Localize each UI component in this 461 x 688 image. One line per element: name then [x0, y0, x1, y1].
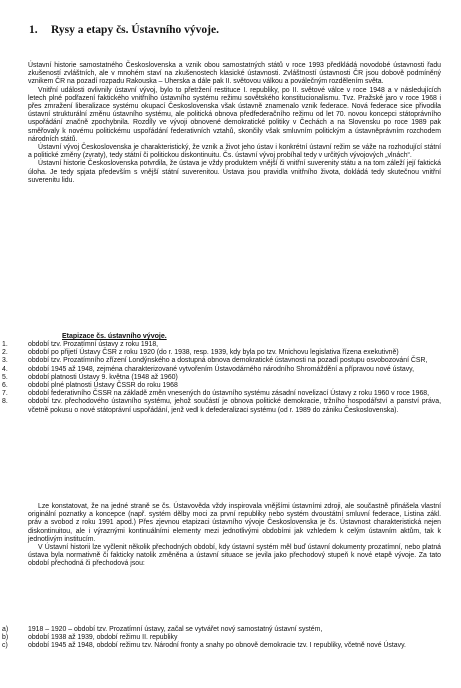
intro-paragraph-2: Vnitřní události ovlivnily ústavní vývoj, bylo to přetržení restituce I. republiky, po II. světové válce v roce 1948 a v následujících letech plné podřazení faktického vnitřního ústavního systému režimu sovětského konstitucionalismu. Tvz. Pražské jaro v roce 1968 i přes zmražení liberalizace systému okupací Československa však ústavně znamenalo vznik federace. Nová federace sice přivodila ústavní strukturální změnu ústavního systému, ale politická obnova předfederačního režimu od let 70. novou koncepci státoprávního uspořádání značně zpochybnila. Rozdíly ve vývoji obnovené demokratické politiky v Čechách a na Slovensku po roce 1989 pak směřovaly k novému politickému uspořádání federativních vztahů, skončily však smluvním politickým a ústavněprávním rozchodem národních států.: [28, 86, 441, 143]
list-item-text: období federativního ČSSR na základě změn vnesených do ústavního systému zásadní novelizací Ústavy z roku 1960 v roce 1968,: [28, 390, 430, 398]
list-marker: a): [2, 626, 9, 633]
intro-paragraph-3: Ústavní vývoj Československa je charakteristický, že vznik a život jeho ústav i konkrétní ústavní režim se váže na rozhodující státní a politické změny (zvraty), tedy státní či politickou diskontinuitu. Čs. ústavní vývoj probíhal tedy v určitých vývojových „vlnách“.: [28, 144, 441, 160]
list-marker: 7.: [2, 390, 8, 398]
list-marker: 1.: [2, 341, 8, 348]
transitional-list: [0, 626, 441, 651]
intro-paragraph-1: Ústavní historie samostatného Československa a vznik obou samostatných států v roce 1993 předkládá novodobé ústavnosti řadu zkušeností zvláštních, ale v mnohém staví na zkušenostech klasické ústavnosti. Zvláštností ústavnosti ČR jsou dobově podmíněný vznikem ČR na pozadí rozpadu Rakouska – Uherska a dále pak II. světovou válkou a poválečným rozdělením světa.: [28, 62, 441, 86]
list-item: [0, 390, 441, 398]
list-marker: 6.: [2, 382, 8, 390]
list-item-text: období tzv. přechodového ústavního systému, jehož součástí je obnova politické demokracie, tržního hospodářství a panství práva, včetně pokusu o nové státoprávní uspořádání, jenž vedl k defederalizaci systému (od r. 1989 do zániku Československa).: [28, 398, 441, 414]
list-item-text: 1918 – 1920 – období tzv. Prozatímní ústavy, začal se vytvářet nový samostatný ústavní systém,: [28, 626, 323, 633]
list-item-text: období tzv. Prozatímní ústavy z roku 1918,: [28, 341, 159, 348]
list-item: [0, 626, 441, 634]
section-heading: [29, 24, 219, 36]
periods-heading: Etapizace čs. ústavního vývoje.: [62, 333, 167, 340]
list-item: [0, 357, 441, 365]
list-item-text: období platnosti Ústavy 9. května (1948 až 1960): [28, 373, 178, 381]
list-marker: 2.: [2, 349, 8, 357]
list-marker: b): [2, 634, 9, 642]
intro-paragraph-4: Ústavní historie Československa potvrdila, že ústava je vždy produktem vnější či vnitřní suverenity státu a na tom záleží její faktická úloha. Je tedy spjata především s vnější státní suverenitou. Ústava jsou pravidla vnitřního života, dokládá tedy skutečnou vnitřní suverenitu lidu.: [28, 160, 441, 184]
list-item-text: období 1938 až 1939, období režimu II. republiky: [28, 634, 178, 642]
list-marker: 5.: [2, 373, 8, 381]
list-item-text: období po přijetí Ústavy ČSR z roku 1920 (do r. 1938, resp. 1939, kdy byla po tzv. Mnichovu legislativa řízena exekutivně): [28, 349, 399, 357]
list-item-text: období 1945 až 1948, období režimu tzv. Národní fronty a snahy po obnově demokracie tzv. I republiky, včetně nové Ústavy.: [28, 642, 406, 650]
section-number: 1.: [29, 24, 38, 36]
list-marker: 4.: [2, 365, 8, 373]
list-item-text: období 1945 až 1948, zejména charakterizované vytvořením Ústavodárného národního Shromáždění a přípravou nové ústavy,: [28, 365, 414, 373]
list-item: [0, 341, 441, 349]
list-marker: c): [2, 642, 8, 650]
periods-list: [0, 341, 441, 415]
closing-paragraph-2: V Ústavní historii lze vyčlenit několik přechodných období, kdy ústavní systém měl buď ústavní dokumenty prozatímní, nebo platná ústava byla normativně či fakticky natolik změněna a ústavní situace se jevila jako přechodový stupeň k nové etapě vývoje. Za tato období přechodná či přechodová jsou:: [28, 544, 441, 568]
section-title: Rysy a etapy čs. Ústavního vývoje.: [51, 24, 219, 36]
list-item: [0, 642, 441, 650]
list-item-text: období tzv. Prozatímního zřízení Londýnského a dostupná obnova demokratické ústavnosti na pozadí postupu osvobozování ČSR,: [28, 357, 428, 365]
list-marker: 8.: [2, 398, 8, 406]
list-item: [0, 382, 441, 390]
closing-text: [28, 503, 441, 569]
list-item: [0, 366, 441, 374]
list-item: [0, 374, 441, 382]
closing-paragraph-1: Lze konstatovat, že na jedné straně se čs. Ústavověda vždy inspirovala vnějšími ústavními zdroji, ale součastně přinášela vlastní originální poznatky a koncepce (např. systém dělby moci za první republiky nebo systém dvoustátní smluvní federace, Listina zákl. práv a svobod z roku 1991 apod.) Přes zjevnou etapizaci ústavního vývoje Československa je čs. Ústavnost charakteristická nejen diskontinuitou, ale i výraznými kontinuálními elementy mezi jednotlivými obdobími jak vzhledem k celým ústavním aktům, tak k jednotlivým institucím.: [28, 503, 441, 543]
list-item-text: období plné platnosti Ústavy ČSSR do roku 1968: [28, 382, 178, 390]
intro-text: [28, 62, 441, 185]
list-item: [0, 398, 441, 414]
list-marker: 3.: [2, 357, 8, 365]
